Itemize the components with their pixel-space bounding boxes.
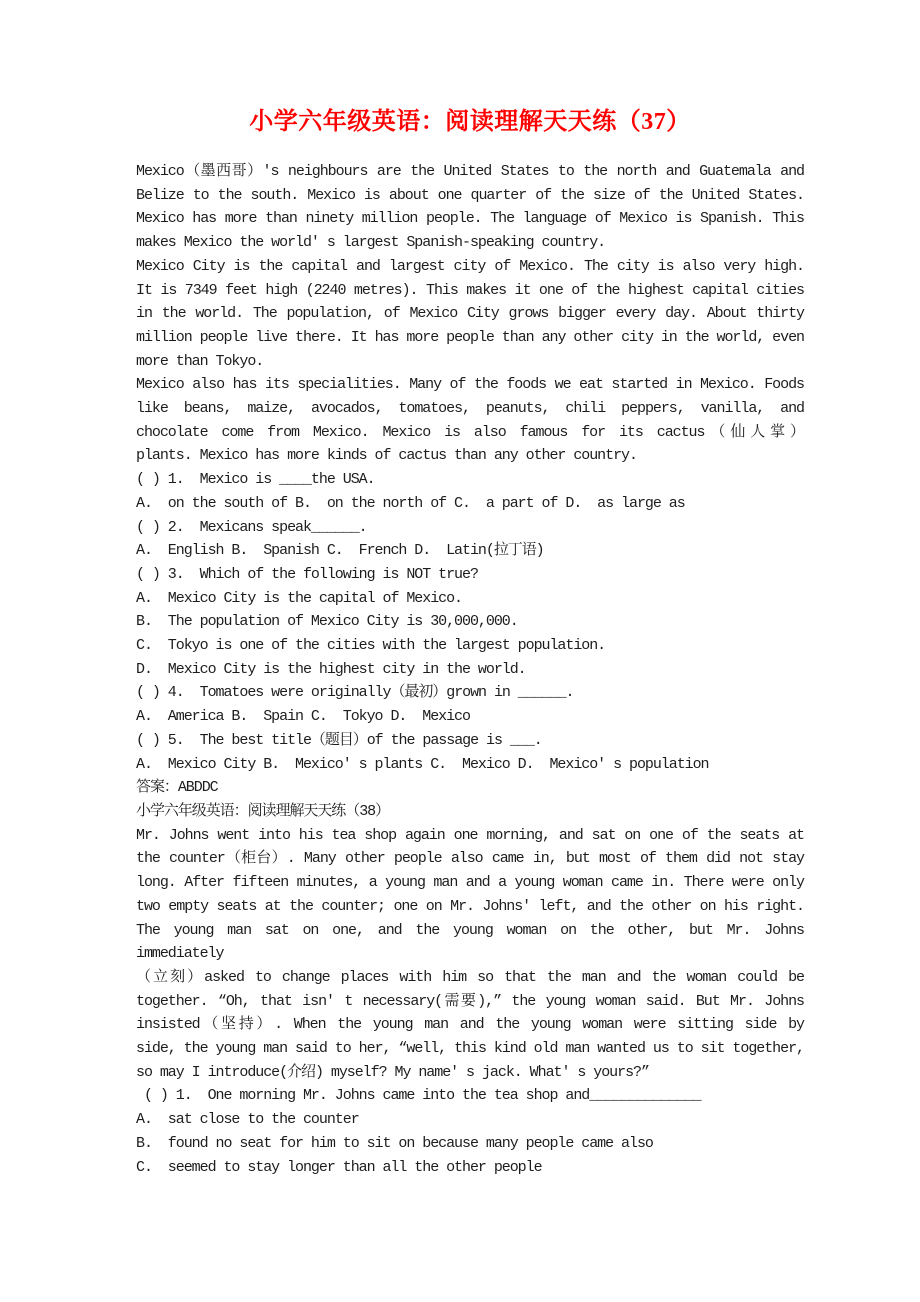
ex37-q1-options: A. on the south of B. on the north of C. a part of D. as large as [136,494,685,512]
passage-line: two empty seats at the counter; one on Mr. Johns' left, and the other on his right. [136,897,804,915]
passage-line: chocolate come from Mexico. Mexico is also famous for its cactus（仙人掌） [136,423,804,441]
ex37-q3-option-c: C. Tokyo is one of the cities with the largest population. [136,637,606,655]
ex37-q3-option-a: A. Mexico City is the capital of Mexico. [136,589,463,607]
ex38-q1-option-c: C. seemed to stay longer than all the other people [136,1158,542,1176]
passage-line: Mr. Johns went into his tea shop again one morning, and sat on one of the seats at [136,826,804,844]
passage-line: so may I introduce(介绍) myself? My name' s jack. What' s yours?” [136,1063,649,1081]
passage-line: together. “Oh, that isn' t necessary(需要),” the young woman said. But Mr. Johns [136,992,804,1010]
passage-line: Mexico City is the capital and largest city of Mexico. The city is also very high. [136,257,804,275]
passage-line: long. After fifteen minutes, a young man and a young woman came in. There were only [136,874,804,892]
passage-line: Mexico（墨西哥）'s neighbours are the United States to the north and Guatemala and [136,163,804,180]
passage-line: side, the young man said to her, “well, this kind old man wanted us to sit together, [136,1040,804,1058]
ex38-q1-option-b: B. found no seat for him to sit on because many people came also [136,1134,653,1152]
passage-line: It is 7349 feet high (2240 metres). This makes it one of the highest capital cities [136,281,804,299]
ex37-passage-paragraph-3 [136,373,804,468]
ex37-question-1: ( ) 1. Mexico is ____the USA. [136,471,375,489]
passage-line: in the world. The population, of Mexico City grows bigger every day. About thirty [136,305,804,323]
ex37-q5-options: A. Mexico City B. Mexico' s plants C. Mexico D. Mexico' s population [136,755,709,773]
passage-line: like beans, maize, avocados, tomatoes, peanuts, chili peppers, vanilla, and [136,400,804,418]
passage-line: Mexico also has its specialities. Many of the foods we eat started in Mexico. Foods [136,376,804,394]
ex37-q2-options: A. English B. Spanish C. French D. Latin(拉丁语) [136,542,544,560]
ex37-question-2: ( ) 2. Mexicans speak______. [136,518,367,536]
ex37-q3-option-d: D. Mexico City is the highest city in the world. [136,660,526,678]
ex38-q1-option-a: A. sat close to the counter [136,1111,359,1129]
ex37-passage-paragraph-1 [136,160,804,255]
ex37-question-3: ( ) 3. Which of the following is NOT true? [136,565,478,583]
passage-line: Mexico has more than ninety million people. The language of Mexico is Spanish. This [136,210,804,228]
ex37-q3-option-b: B. The population of Mexico City is 30,000,000. [136,613,518,631]
passage-line: more than Tokyo. [136,352,264,370]
ex37-q4-options: A. America B. Spain C. Tokyo D. Mexico [136,708,470,726]
answer-key-line: 答案：ABDDC [136,779,218,797]
ex37-question-4: ( ) 4. Tomatoes were originally（最初）grown in ______. [136,684,574,702]
passage-line: The young man sat on one, and the young woman on the other, but Mr. Johns immediately [136,921,804,963]
passage-line: the counter（柜台）. Many other people also came in, but most of them did not stay [136,850,804,868]
passage-line: Belize to the south. Mexico is about one quarter of the size of the United States. [136,186,804,204]
passage-line: makes Mexico the world' s largest Spanish-speaking country. [136,234,606,252]
page-title: 小学六年级英语：阅读理解天天练（37） [249,109,691,135]
ex38-passage-paragraph-1 [136,824,804,1085]
passage-line: insisted（坚持）. When the young man and the young woman were sitting side by [136,1016,804,1034]
passage-line: （立刻）asked to change places with him so that the man and the woman could be [136,968,804,986]
exercise38-heading: 小学六年级英语：阅读理解天天练（38） [136,802,390,820]
passage-line: million people live there. It has more people than any other city in the world, even [136,328,804,346]
ex37-question-5: ( ) 5. The best title（题目）of the passage is ___. [136,731,542,749]
passage-line: plants. Mexico has more kinds of cactus than any other country. [136,447,637,465]
ex37-passage-paragraph-2 [136,255,804,374]
ex38-question-1: ( ) 1. One morning Mr. Johns came into the tea shop and______________ [136,1087,701,1105]
